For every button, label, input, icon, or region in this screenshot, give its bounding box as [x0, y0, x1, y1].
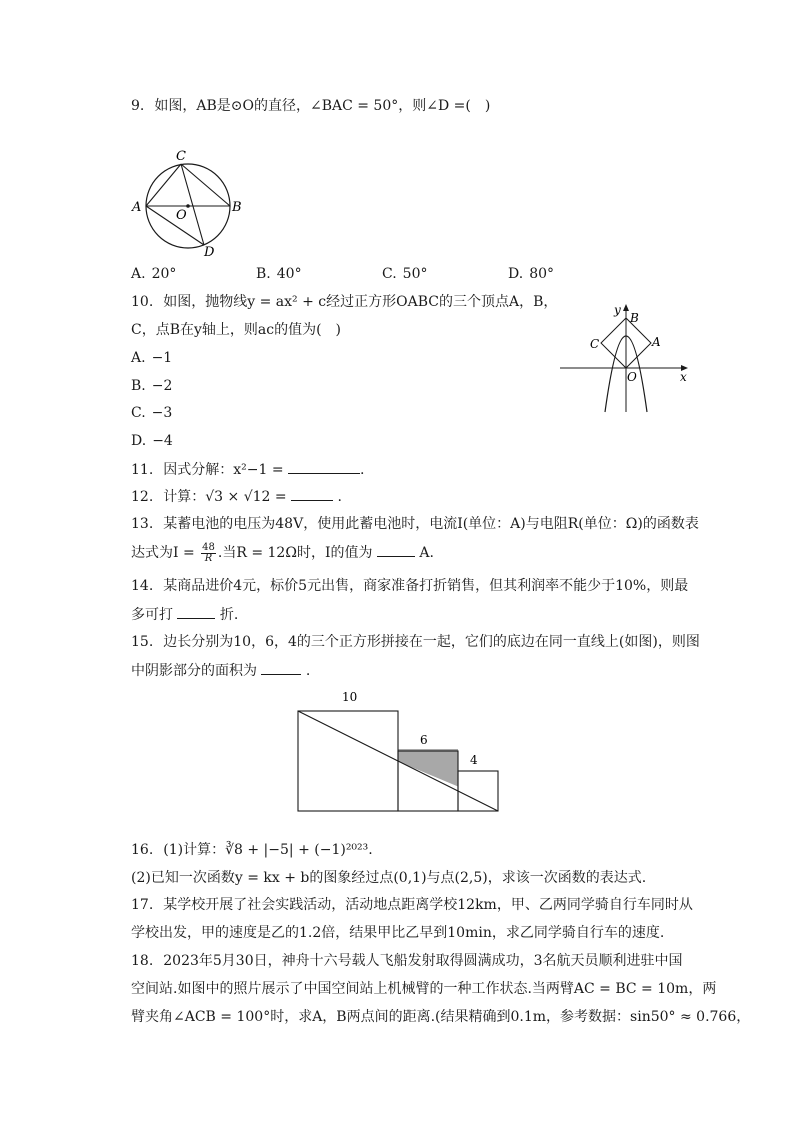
q10-number: 10. [131, 294, 154, 310]
q18-stem-line3: 臂夹角∠ACB = 100°时，求A，B两点间的距离.(结果精确到0.1m，参考数据：sin50° ≈ 0.766， [131, 1009, 751, 1025]
q10-stem-line1: 10. 如图，抛物线y = ax² + c经过正方形OABC的三个顶点A，B， [131, 294, 558, 310]
q10-parabola-figure [556, 300, 696, 415]
q15-stem-line1: 15. 边长分别为10，6，4的三个正方形拼接在一起，它们的底边在同一直线上(如图)，则图 [131, 634, 700, 650]
q10-label-b: B [630, 311, 639, 325]
q11-stem: 11. 因式分解：x²−1 = . [131, 459, 365, 480]
q11-answer-blank[interactable] [288, 459, 360, 474]
q15-stem-line2: 中阴影部分的面积为 . [131, 660, 310, 681]
q9-number: 9. [131, 98, 145, 114]
q9-chord-cd [181, 164, 204, 245]
q9-option-b[interactable]: B. 40° [256, 266, 302, 282]
q15-label-4: 4 [470, 753, 478, 767]
q10-option-a[interactable]: A. −1 [131, 350, 173, 366]
q15-answer-blank[interactable] [261, 660, 301, 675]
q17-stem-line2: 学校出发，甲的速度是乙的1.2倍，结果甲比乙早到10min，求乙同学骑自行车的速度. [131, 925, 665, 941]
q18-stem-line2: 空间站.如图中的照片展示了中国空间站上机械臂的一种工作状态.当两臂AC = BC = 10m，两 [131, 981, 717, 997]
q10-label-o: O [627, 370, 637, 384]
q9-chord-ad [146, 206, 204, 245]
q10-y-arrow [623, 304, 629, 311]
q10-label-x: x [680, 370, 687, 384]
q10-option-d[interactable]: D. −4 [131, 433, 173, 449]
q15-shaded-region [398, 749, 458, 787]
q15-square-10 [298, 711, 398, 811]
q15-square-4 [458, 771, 498, 811]
q9-option-c[interactable]: C. 50° [382, 266, 428, 282]
q9-label-c: C [176, 149, 186, 164]
q9-option-d[interactable]: D. 80° [508, 266, 555, 282]
q12-answer-blank[interactable] [291, 486, 333, 501]
q10-label-y: y [614, 303, 621, 317]
q18-stem-line1: 18. 2023年5月30日，神舟十六号载人飞船发射取得圆满成功，3名航天员顺利进驻中国 [131, 953, 683, 969]
q10-option-c[interactable]: C. −3 [131, 405, 173, 421]
q9-center-dot [186, 204, 190, 208]
q14-stem-line1: 14. 某商品进价4元，标价5元出售，商家准备打折销售，但其利润率不能少于10%，则最 [131, 578, 689, 594]
q9-text: 如图，AB是⊙O的直径，∠BAC = 50°，则∠D =( ) [154, 98, 491, 114]
q15-label-10: 10 [342, 690, 358, 704]
q13-stem-line1: 13. 某蓄电池的电压为48V，使用此蓄电池时，电流I(单位：A)与电阻R(单位：Ω)的函数表 [131, 516, 699, 532]
q10-option-b[interactable]: B. −2 [131, 378, 173, 394]
q12-stem: 12. 计算：√3 × √12 = . [131, 486, 342, 507]
q9-label-o: O [176, 208, 187, 223]
q17-stem-line1: 17. 某学校开展了社会实践活动，活动地点距离学校12km，甲、乙两同学骑自行车同时从 [131, 897, 693, 913]
q9-chord-cb [181, 164, 230, 206]
q10-label-a: A [652, 335, 661, 349]
q9-label-a: A [132, 200, 142, 215]
q14-stem-line2: 多可打 折. [131, 604, 238, 625]
q13-fraction: $\frac{48}{R}$ [202, 541, 215, 564]
q9-label-b: B [232, 200, 242, 215]
q9-circle-figure [128, 146, 248, 260]
q15-squares-figure [290, 684, 505, 814]
q13-stem-line2: 达式为I = $\frac{48}{R}$ .当R = 12Ω时，I的值为 A. [131, 541, 434, 564]
q9-stem [131, 96, 490, 116]
q10-stem-line2: C，点B在y轴上，则ac的值为( ) [131, 322, 342, 338]
q9-option-a[interactable]: A. 20° [131, 266, 177, 282]
q16-stem-line1: 16. (1)计算：∛8 + |−5| + (−1)²⁰²³. [131, 842, 373, 858]
q10-label-c: C [590, 337, 600, 351]
q16-stem-line2: (2)已知一次函数y = kx + b的图象经过点(0,1)与点(2,5)，求该一次函数的表达式. [131, 870, 647, 886]
q13-answer-blank[interactable] [377, 542, 415, 557]
q15-label-6: 6 [420, 733, 428, 747]
q9-label-d: D [204, 245, 215, 260]
q14-answer-blank[interactable] [177, 604, 215, 619]
